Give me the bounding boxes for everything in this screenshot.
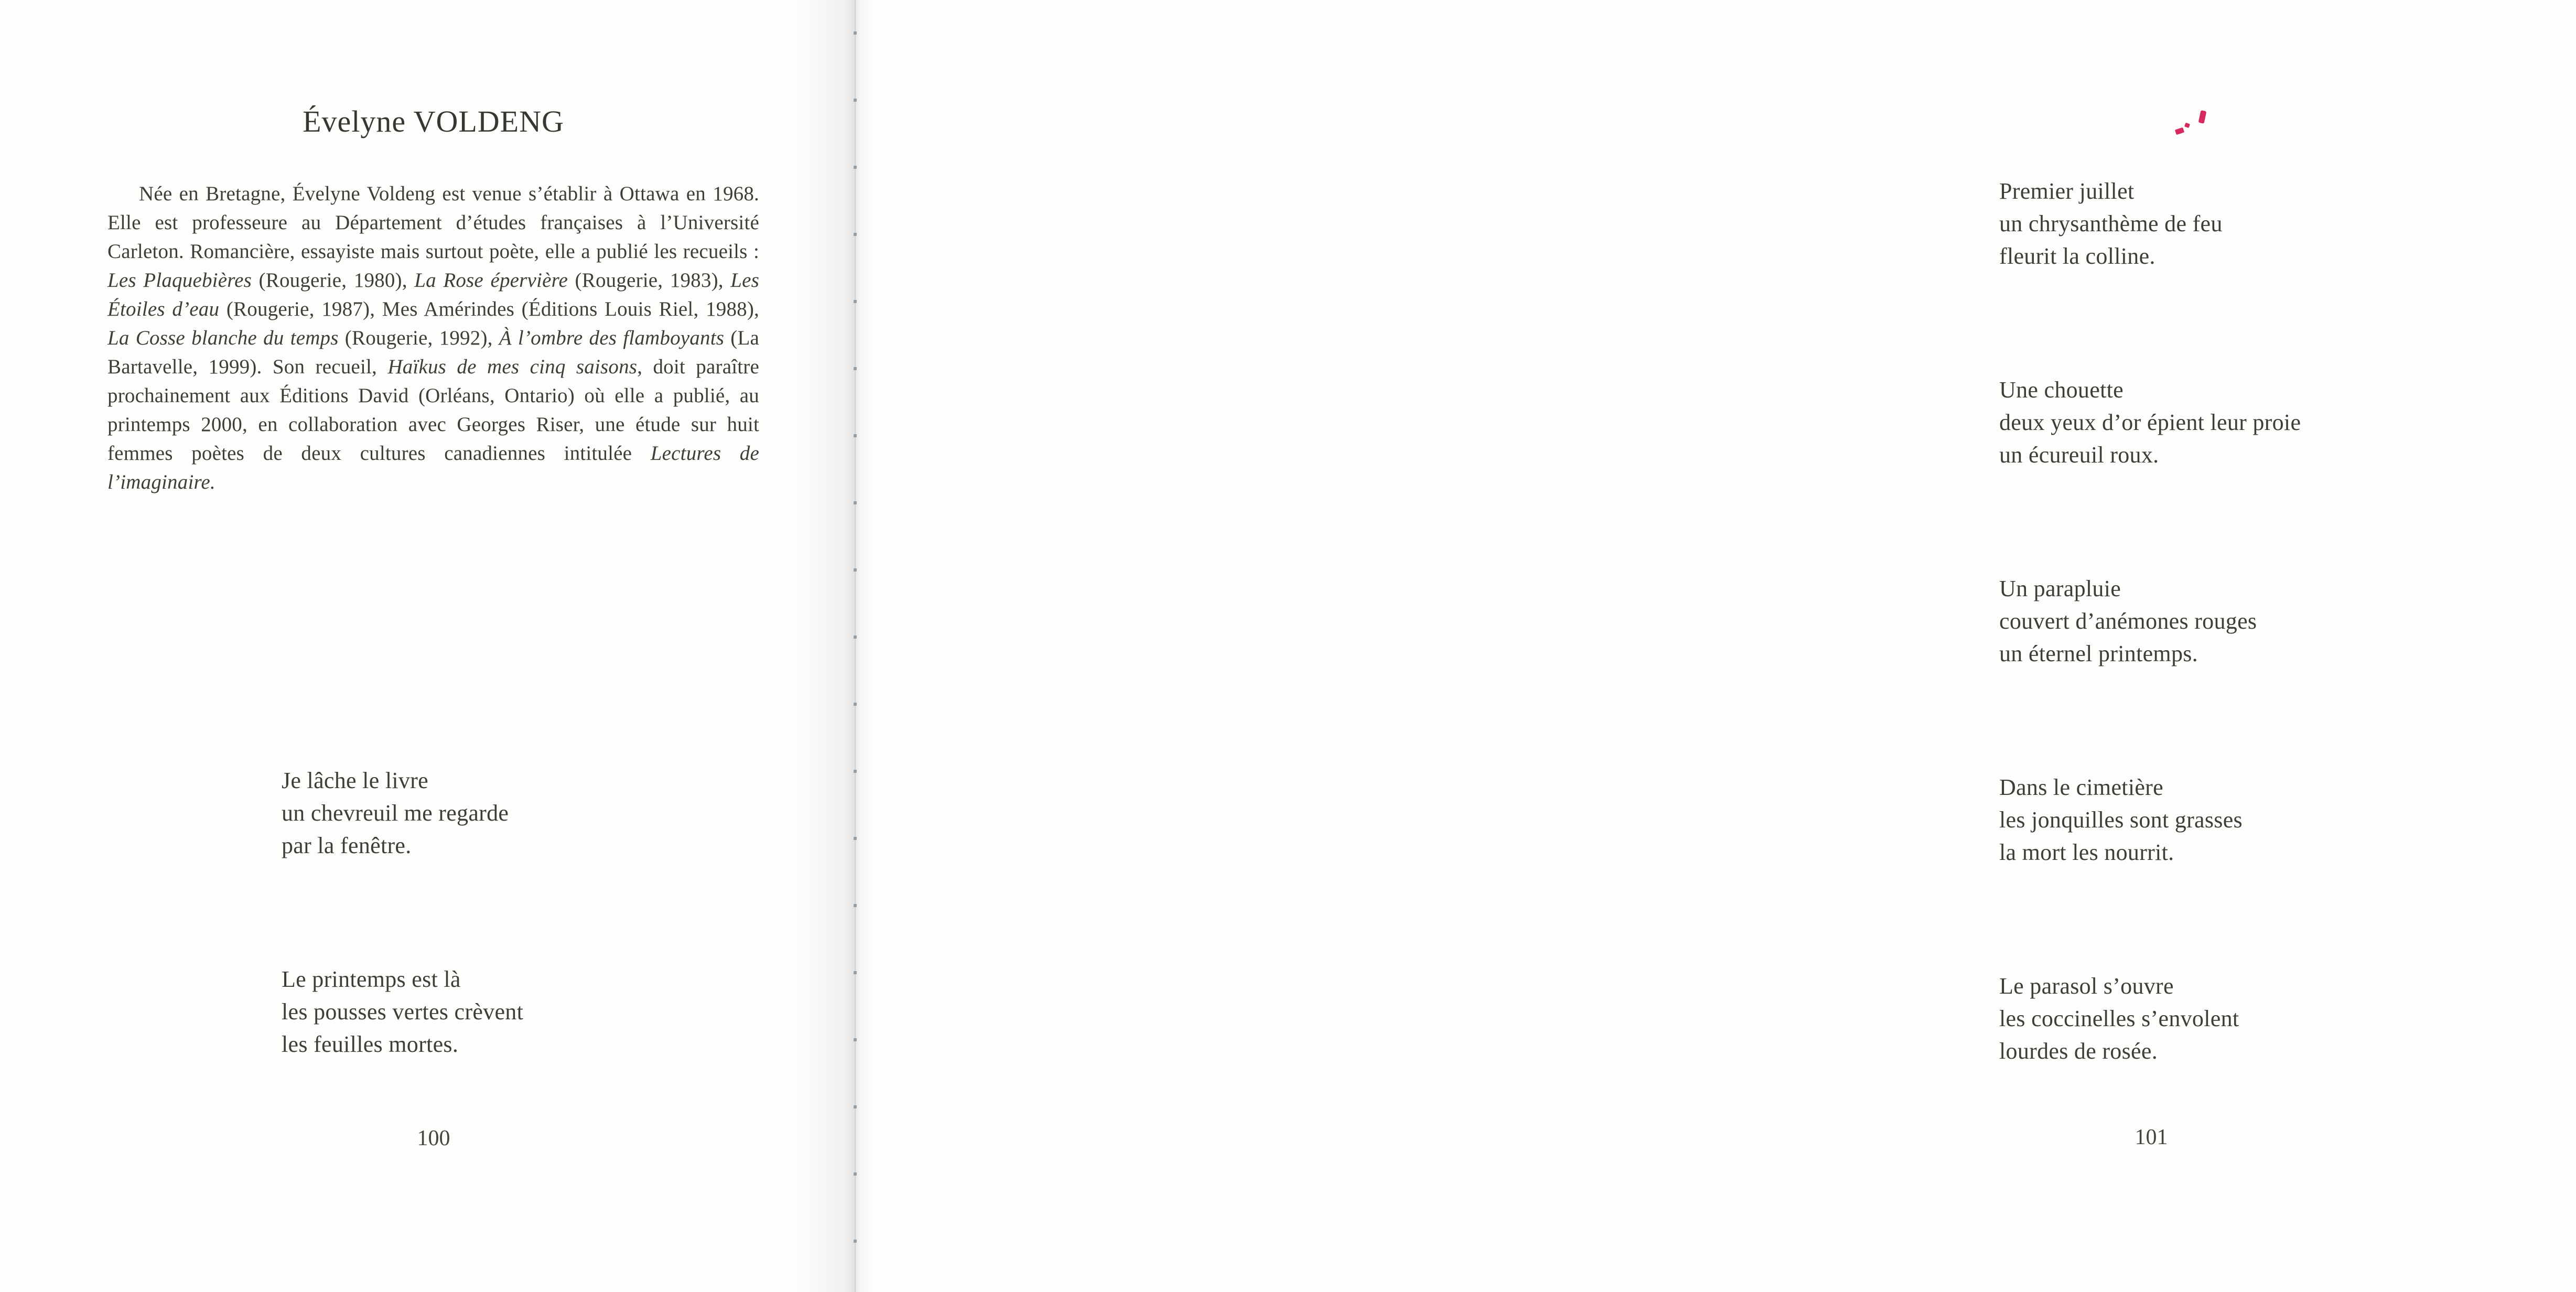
haiku-stanza bbox=[282, 765, 753, 862]
work-title-italic: Les Plaquebières bbox=[107, 269, 252, 292]
bio-text-run: (Rougerie, 1980), bbox=[252, 269, 415, 292]
haiku-line: fleurit la colline. bbox=[1999, 243, 2155, 269]
haiku-line: les feuilles mortes. bbox=[282, 1031, 459, 1057]
ink-speck bbox=[2175, 127, 2184, 135]
left-haiku-column bbox=[282, 765, 753, 1162]
haiku-stanza bbox=[1999, 771, 2576, 869]
bio-text-run: , doit paraître prochainement aux Éditions David (Orléans, Ontario) où elle a publié, au printemps 2000, en collaboration avec Georges Riser, une étude sur huit femmes poètes de deux cultures canadiennes intitulée bbox=[107, 356, 759, 465]
right-haiku-column bbox=[1999, 175, 2576, 1169]
haiku-line: un chrysanthème de feu bbox=[1999, 211, 2223, 236]
haiku-stanza bbox=[1999, 374, 2576, 471]
work-title-italic: La Rose épervière bbox=[414, 269, 568, 292]
haiku-line: la mort les nourrit. bbox=[1999, 839, 2174, 865]
page-gutter bbox=[797, 0, 876, 1292]
bio-paragraph bbox=[107, 179, 759, 497]
haiku-line: deux yeux d’or épient leur proie bbox=[1999, 410, 2301, 435]
left-page bbox=[0, 0, 855, 1292]
haiku-line: couvert d’anémones rouges bbox=[1999, 608, 2257, 634]
work-title-italic: La Cosse blanche du temps bbox=[107, 327, 339, 349]
haiku-line: un chevreuil me regarde bbox=[282, 800, 509, 826]
bio-text-run: (Rougerie, 1987), Mes Amérindes (Éditions Louis Riel, 1988), bbox=[219, 298, 759, 320]
bio-text-run: Née en Bretagne, Évelyne Voldeng est venue s’établir à Ottawa en 1968. Elle est professeure au Département d’études françaises à l’Université Carleton. Romancière, essayiste mais surtout poète, elle a publié les recueils : bbox=[107, 182, 759, 263]
work-title-italic: Les Étoiles d’eau bbox=[107, 269, 760, 320]
bio-text-run: (La Bartavelle, 1999). Son recueil, bbox=[107, 327, 760, 378]
work-title-italic: À l’ombre des flamboyants bbox=[499, 327, 725, 349]
ink-speck bbox=[2198, 110, 2207, 124]
haiku-line: par la fenêtre. bbox=[282, 833, 412, 858]
haiku-stanza bbox=[1999, 175, 2576, 273]
haiku-line: Une chouette bbox=[1999, 377, 2124, 403]
haiku-stanza bbox=[1999, 573, 2576, 670]
haiku-stanza bbox=[282, 963, 753, 1061]
haiku-line: les coccinelles s’envolent bbox=[1999, 1006, 2239, 1031]
haiku-stanza bbox=[1999, 970, 2576, 1068]
bio-text-run: (Rougerie, 1983), bbox=[568, 269, 731, 292]
haiku-line: Le printemps est là bbox=[282, 966, 461, 992]
right-page bbox=[874, 0, 2301, 1292]
page-title: Évelyne VOLDENG bbox=[303, 104, 564, 138]
haiku-line: Premier juillet bbox=[1999, 178, 2135, 204]
haiku-line: les jonquilles sont grasses bbox=[1999, 807, 2243, 833]
haiku-line: un écureuil roux. bbox=[1999, 442, 2159, 468]
haiku-line: un éternel printemps. bbox=[1999, 641, 2198, 666]
haiku-line: Le parasol s’ouvre bbox=[1999, 973, 2174, 999]
work-title-italic: Haïkus de mes cinq saisons bbox=[387, 356, 638, 378]
page-number-right: 101 bbox=[2135, 1125, 2168, 1149]
haiku-line: lourdes de rosée. bbox=[1999, 1038, 2158, 1064]
ink-speck bbox=[2184, 123, 2190, 128]
haiku-line: Je lâche le livre bbox=[282, 768, 428, 793]
gutter-stitch-dots bbox=[854, 0, 857, 1292]
page-number-left: 100 bbox=[417, 1126, 450, 1150]
haiku-line: les pousses vertes crèvent bbox=[282, 999, 524, 1025]
bio-text-run: (Rougerie, 1992), bbox=[338, 327, 499, 349]
haiku-line: Dans le cimetière bbox=[1999, 774, 2163, 800]
work-title-italic: Lectures de l’imaginaire. bbox=[107, 442, 759, 493]
haiku-line: Un parapluie bbox=[1999, 576, 2121, 601]
